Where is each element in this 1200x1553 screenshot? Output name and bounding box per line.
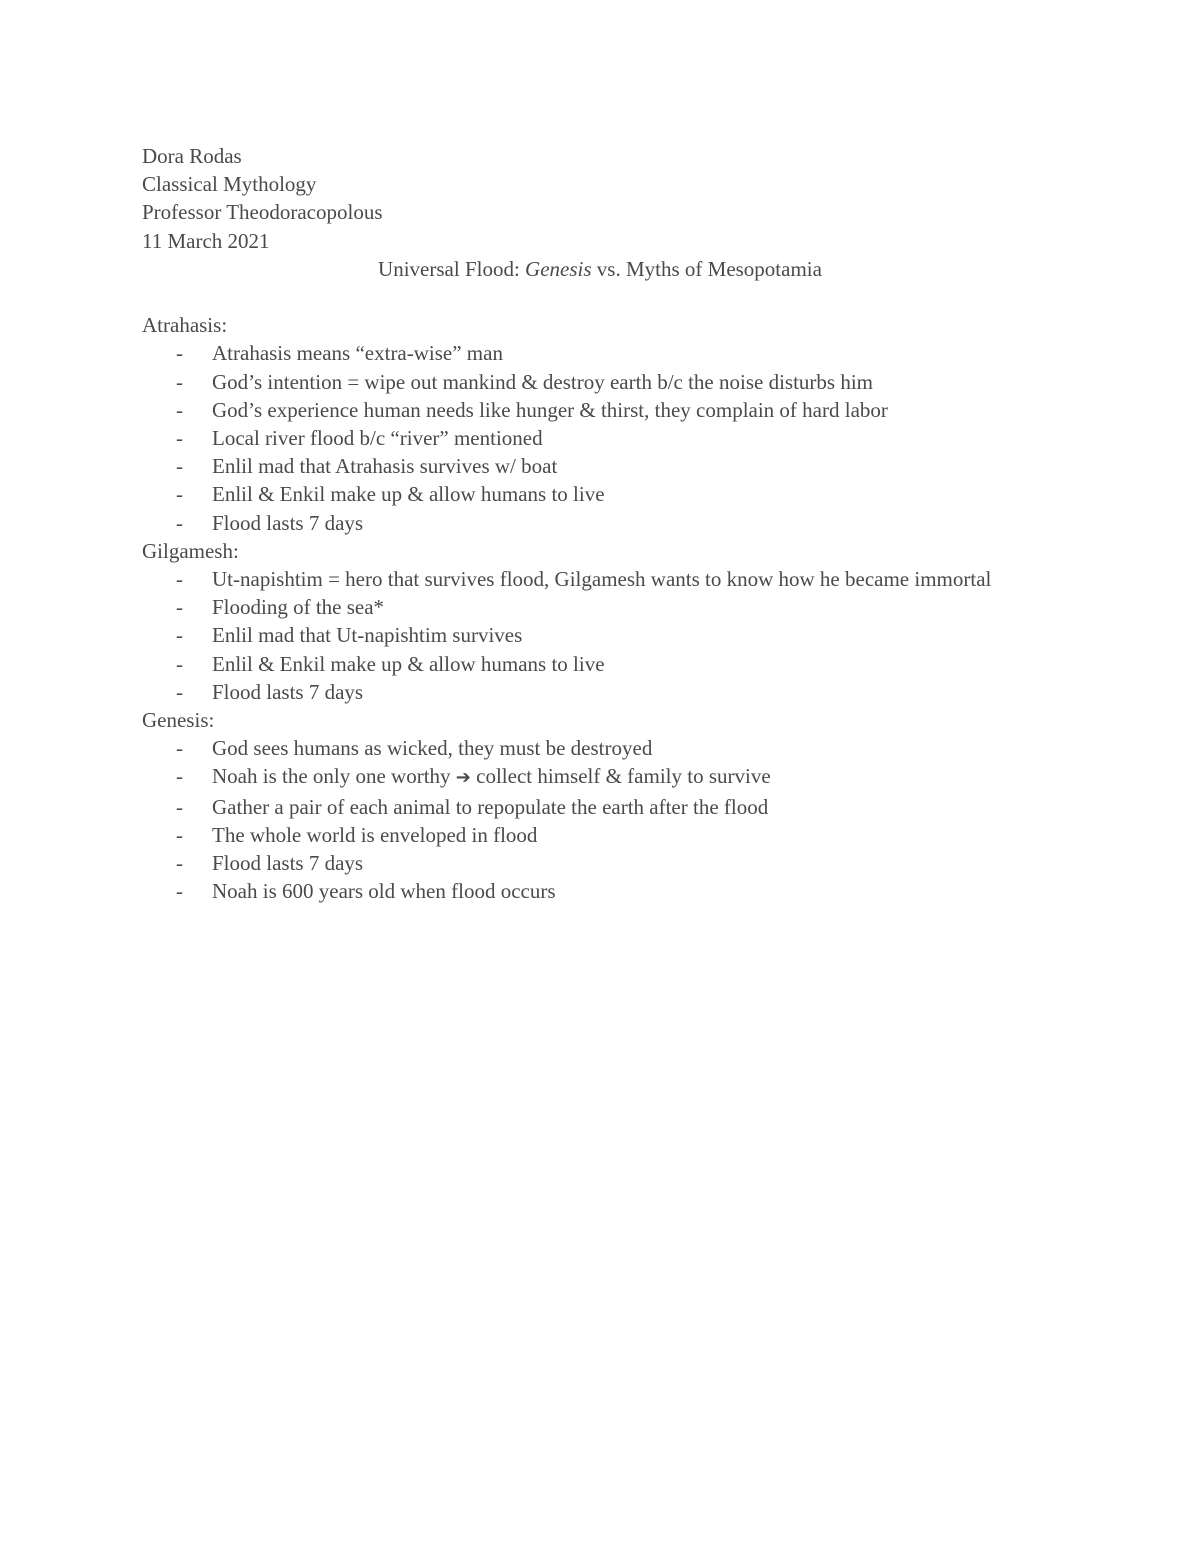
list-item: [142, 480, 1012, 508]
bullet-list: [142, 339, 1022, 536]
bullet-list: [142, 734, 1022, 905]
blank-line: [142, 283, 1022, 311]
bullet-dash: -: [176, 623, 183, 648]
section-heading: Genesis:: [142, 708, 215, 733]
list-item-text: Flooding of the sea*: [212, 595, 385, 620]
list-item-text: God sees humans as wicked, they must be destroyed: [212, 736, 653, 761]
title-suffix: vs. Myths of Mesopotamia: [591, 256, 822, 281]
bullet-dash: -: [176, 369, 183, 394]
list-item-text: Gather a pair of each animal to repopulate the earth after the flood: [212, 794, 769, 819]
bullet-dash: -: [176, 764, 183, 789]
notes-section: [142, 706, 1022, 905]
section-heading: Gilgamesh:: [142, 538, 239, 563]
document-date: 11 March 2021: [142, 228, 270, 253]
title-italic: Genesis: [525, 256, 592, 281]
list-item: [142, 368, 1012, 396]
notes-sections: [142, 311, 1022, 905]
list-item-text: Enlil & Enkil make up & allow humans to live: [212, 651, 605, 676]
list-item: [142, 877, 1012, 905]
notes-section: [142, 311, 1022, 537]
list-item: [142, 565, 1012, 593]
list-item: [142, 793, 1012, 821]
list-item-text: Flood lasts 7 days: [212, 510, 364, 535]
bullet-dash: -: [176, 736, 183, 761]
list-item-text: God’s intention = wipe out mankind & destroy earth b/c the noise disturbs him: [212, 369, 874, 394]
bullet-dash: -: [176, 397, 183, 422]
list-item: [142, 396, 1012, 424]
bullet-dash: -: [176, 567, 183, 592]
list-item-text: Flood lasts 7 days: [212, 679, 364, 704]
professor-name: Professor Theodoracopolous: [142, 200, 383, 225]
document-body: [142, 142, 1022, 905]
list-item: [142, 734, 1012, 762]
list-item: [142, 762, 1012, 792]
list-item: [142, 452, 1012, 480]
list-item: [142, 849, 1012, 877]
list-item-text: Enlil mad that Atrahasis survives w/ boat: [212, 454, 558, 479]
list-item-text: Local river flood b/c “river” mentioned: [212, 426, 543, 451]
bullet-dash: -: [176, 341, 183, 366]
bullet-dash: -: [176, 426, 183, 451]
list-item-text: Enlil & Enkil make up & allow humans to live: [212, 482, 605, 507]
list-item-text: Ut-napishtim = hero that survives flood, Gilgamesh wants to know how he became immortal: [212, 567, 992, 592]
bullet-dash: -: [176, 454, 183, 479]
list-item: [142, 821, 1012, 849]
bullet-dash: -: [176, 482, 183, 507]
right-arrow-icon: ➔: [455, 767, 471, 789]
list-item: [142, 424, 1012, 452]
list-item: [142, 621, 1012, 649]
list-item-text: The whole world is enveloped in flood: [212, 822, 538, 847]
list-item: [142, 509, 1012, 537]
list-item: [142, 339, 1012, 367]
bullet-dash: -: [176, 822, 183, 847]
list-item-text: Noah is 600 years old when flood occurs: [212, 879, 556, 904]
bullet-dash: -: [176, 794, 183, 819]
list-item-text: Atrahasis means “extra-wise” man: [212, 341, 503, 366]
author-name: Dora Rodas: [142, 144, 242, 168]
list-item: [142, 593, 1012, 621]
list-item-text: Noah is the only one worthy: [212, 764, 456, 789]
list-item-text: collect himself & family to survive: [470, 764, 771, 789]
document-title: [142, 255, 1058, 283]
list-item: [142, 678, 1012, 706]
list-item-text: God’s experience human needs like hunger & thirst, they complain of hard labor: [212, 397, 888, 422]
course-name: Classical Mythology: [142, 172, 317, 197]
list-item-text: Enlil mad that Ut-napishtim survives: [212, 623, 523, 648]
notes-section: [142, 537, 1022, 706]
section-heading: Atrahasis:: [142, 313, 228, 338]
bullet-dash: -: [176, 510, 183, 535]
list-item-text: Flood lasts 7 days: [212, 851, 364, 876]
bullet-dash: -: [176, 595, 183, 620]
bullet-list: [142, 565, 1022, 706]
list-item: [142, 650, 1012, 678]
bullet-dash: -: [176, 679, 183, 704]
title-prefix: Universal Flood:: [378, 256, 526, 281]
bullet-dash: -: [176, 879, 183, 904]
bullet-dash: -: [176, 851, 183, 876]
bullet-dash: -: [176, 651, 183, 676]
